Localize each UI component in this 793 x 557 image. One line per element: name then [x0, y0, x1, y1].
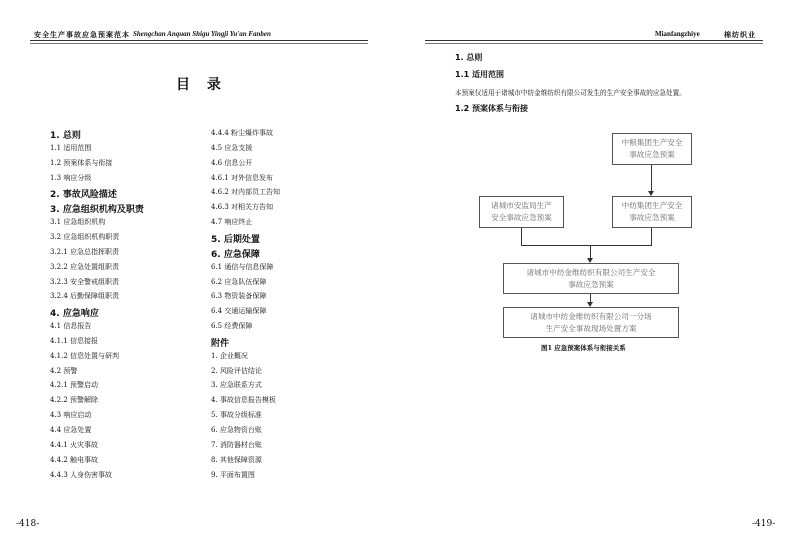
box-cotex-group-plan	[612, 196, 692, 228]
section-heading-1-2: 1.2 预案体系与衔接	[455, 104, 528, 113]
box-company-line1: 诸城市中纺金维纺织有限公司生产安全	[526, 267, 656, 277]
toc_col2-entry: 1. 企业概况	[211, 351, 248, 360]
toc_col1-entry: 1. 总则	[50, 131, 81, 141]
toc_col1-entry: 4. 应急响应	[50, 309, 99, 320]
toc_col1-entry: 2. 事故风险描述	[50, 190, 117, 201]
toc_col2-entry: 7. 消防器材台账	[211, 440, 262, 449]
toc_col2-entry: 4. 事故信息报告模板	[211, 396, 276, 405]
toc_col1-entry: 4.4.1 火灾事故	[50, 440, 99, 449]
toc_col2-entry: 3. 应急联系方式	[211, 381, 262, 390]
toc_col1-entry: 1.2 预案体系与衔接	[50, 158, 113, 167]
toc_col1-entry: 4.4.2 触电事故	[50, 455, 99, 464]
box-company-line2: 事故应急预案	[568, 279, 614, 289]
toc_col2-entry: 6.1 通信与信息保障	[211, 262, 274, 271]
box-safety-bureau-plan	[479, 196, 564, 228]
toc_col1-entry: 3.2 应急组织机构职责	[50, 232, 120, 241]
toc_col1-entry: 4.1.1 信息接报	[50, 336, 99, 345]
toc_col1-entry: 4.3 响应启动	[50, 411, 92, 420]
figure-caption: 图1 应急预案体系与衔接关系	[541, 344, 626, 352]
toc_col1-entry: 3.2.3 安全警戒组职责	[50, 277, 120, 286]
box-cofco-line1: 中粮集团生产安全	[621, 138, 683, 147]
section-heading-1: 1. 总则	[455, 53, 483, 62]
toc_col1-entry: 4.2.1 预警启动	[50, 381, 99, 390]
toc_col2-entry: 9. 平面布置图	[211, 470, 255, 479]
left-header-chinese: 安全生产事故应急预案范本	[34, 30, 130, 39]
toc_col2-entry: 4.6.3 对相关方告知	[211, 203, 274, 212]
toc_col1-entry: 4.4.3 人身伤害事故	[50, 470, 113, 479]
box-cofco-line2: 事故应急预案	[629, 150, 675, 159]
toc_col1-entry: 3.2.2 应急处置组职责	[50, 262, 120, 271]
toc_col2-entry: 2. 风险评估结论	[211, 366, 262, 375]
toc_col2-entry: 4.7 响应终止	[211, 218, 253, 227]
toc-title: 目 录	[176, 77, 227, 93]
toc_col2-entry: 6.2 应急队伍保障	[211, 277, 267, 286]
toc_col2-entry: 4.6.1 对外信息发布	[211, 173, 274, 182]
toc_col1-entry: 4.1 信息报告	[50, 322, 92, 331]
box-company-plan	[503, 263, 679, 294]
toc_col1-entry: 1.3 响应分级	[50, 173, 92, 182]
box-cofco-plan	[612, 133, 692, 165]
toc_col1-entry: 1.1 适用范围	[50, 143, 92, 152]
right-header-chinese: 棉纺织业	[724, 30, 756, 39]
toc-column-1	[50, 128, 200, 488]
left-header-rule-thin	[30, 43, 368, 44]
toc_col2-entry: 8. 其他保障资源	[211, 455, 262, 464]
toc_col1-entry: 3. 应急组织机构及职责	[50, 205, 144, 216]
box-branch-line2: 生产安全事故现场处置方案	[545, 323, 637, 333]
box-cotex-line2: 事故应急预案	[629, 213, 675, 222]
left-header-rule	[30, 40, 368, 41]
toc_col1-entry: 4.2.2 预警解除	[50, 396, 99, 405]
right-header-pinyin: Mianfangzhiye	[655, 30, 700, 38]
toc_col1-entry: 3.2.1 应急总指挥职责	[50, 247, 120, 256]
connector-cofco-down	[651, 165, 652, 191]
toc_col2-entry: 6.4 交通运输保障	[211, 307, 267, 316]
connector-horizontal	[521, 245, 652, 246]
toc_col2-entry: 4.4.4 粉尘爆炸事故	[211, 129, 274, 137]
right-header-rule-thin	[425, 43, 763, 44]
toc_col1-entry: 4.4 应急处置	[50, 426, 92, 434]
toc_col1-entry: 3.2.4 后勤保障组职责	[50, 292, 120, 301]
connector-bureau-down	[521, 228, 522, 245]
toc_col1-entry: 4.1.2 信息处置与研判	[50, 351, 120, 360]
connector-cotex-down	[651, 228, 652, 245]
box-bureau-line2: 安全事故应急预案	[491, 213, 552, 222]
left-header-pinyin: Shengchan Anquan Shigu Yingji Yu'an Fanben	[133, 30, 271, 38]
toc_col2-entry: 附件	[211, 338, 230, 349]
box-branch-line1: 诸城市中纺金维纺织有限公司一分场	[530, 311, 652, 321]
toc-column-2	[211, 128, 361, 488]
toc_col1-entry: 4.2 预警	[50, 366, 78, 375]
toc_col2-entry: 4.6 信息公开	[211, 158, 253, 167]
toc_col2-entry: 5. 后期处置	[211, 234, 260, 245]
toc_col2-entry: 4.6.2 对内部员工告知	[211, 188, 281, 197]
box-cotex-line1: 中纺集团生产安全	[621, 201, 683, 210]
toc_col2-entry: 6.3 物资装备保障	[211, 292, 267, 301]
toc_col2-entry: 6. 应急保障	[211, 249, 260, 260]
toc_col1-entry: 3.1 应急组织机构	[50, 218, 106, 227]
toc_col2-entry: 5. 事故分级标准	[211, 411, 262, 420]
toc_col2-entry: 6.5 经费保障	[211, 322, 253, 331]
toc_col2-entry: 4.5 应急支援	[211, 143, 253, 152]
connector-merge-down	[590, 245, 591, 258]
connector-company-down	[590, 294, 591, 302]
box-bureau-line1: 诸城市安监局生产	[491, 201, 552, 210]
toc_col2-entry: 6. 应急物资台账	[211, 426, 262, 434]
section-heading-1-1: 1.1 适用范围	[455, 70, 504, 79]
left-page-number: -418-	[16, 519, 40, 529]
right-header-rule	[425, 40, 763, 41]
box-branch-onsite-plan	[503, 307, 679, 338]
right-page-number: -419-	[752, 519, 776, 529]
scope-paragraph: 本预案仅适用于诸城市中纺金维纺织有限公司发生的生产安全事故的应急处置。	[455, 89, 686, 97]
